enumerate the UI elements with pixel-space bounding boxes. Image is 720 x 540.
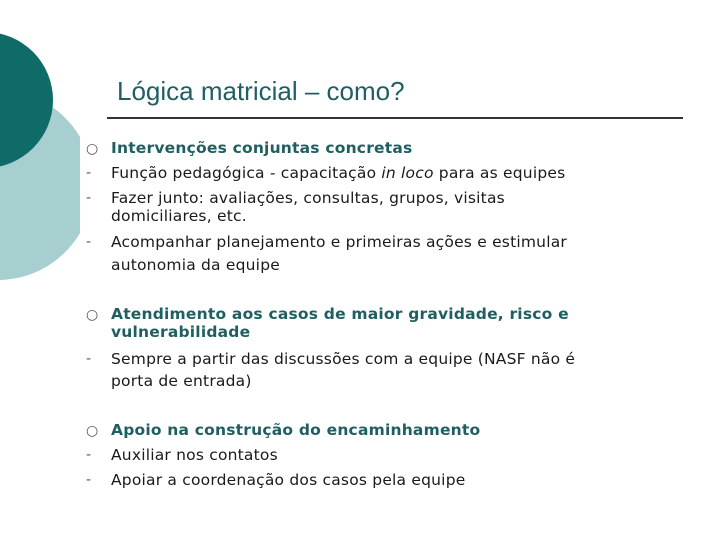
list-item-line: autonomia da equipe bbox=[111, 256, 280, 274]
list-item-line: Acompanhar planejamento e primeiras ações e estimular bbox=[111, 233, 567, 251]
section-heading-line: Atendimento aos casos de maior gravidade, risco e bbox=[111, 305, 569, 323]
slide-title: Lógica matricial – como? bbox=[117, 76, 405, 106]
list-item-emphasis: in loco bbox=[381, 164, 434, 182]
circle-bullet-icon: ○ bbox=[86, 141, 99, 157]
dash-bullet-icon: - bbox=[86, 165, 92, 181]
list-item-line: Fazer junto: avaliações, consultas, grupos, visitas bbox=[111, 189, 505, 207]
list-item-line: Sempre a partir das discussões com a equipe (NASF não é bbox=[111, 350, 576, 368]
dash-bullet-icon: - bbox=[86, 351, 92, 367]
title-underline bbox=[107, 117, 683, 119]
list-item bbox=[111, 164, 565, 183]
dash-bullet-icon: - bbox=[86, 234, 92, 250]
dash-bullet-icon: - bbox=[86, 472, 92, 488]
list-item-line: Auxiliar nos contatos bbox=[111, 446, 278, 464]
list-item-line: porta de entrada) bbox=[111, 372, 252, 390]
section-heading: Apoio na construção do encaminhamento bbox=[111, 421, 481, 439]
list-item-text: Função pedagógica - capacitação bbox=[111, 164, 382, 182]
circle-bullet-icon: ○ bbox=[86, 423, 99, 439]
circle-bullet-icon: ○ bbox=[86, 307, 99, 323]
section-heading: Intervenções conjuntas concretas bbox=[111, 139, 413, 157]
section-heading-line: vulnerabilidade bbox=[111, 323, 251, 341]
dash-bullet-icon: - bbox=[86, 190, 92, 206]
list-item-text: para as equipes bbox=[433, 164, 566, 182]
list-item-line: Apoiar a coordenação dos casos pela equipe bbox=[111, 471, 466, 489]
decorative-circles-graphic bbox=[0, 0, 80, 300]
dash-bullet-icon: - bbox=[86, 447, 92, 463]
list-item-line: domiciliares, etc. bbox=[111, 207, 247, 225]
decorative-circles bbox=[0, 0, 80, 300]
